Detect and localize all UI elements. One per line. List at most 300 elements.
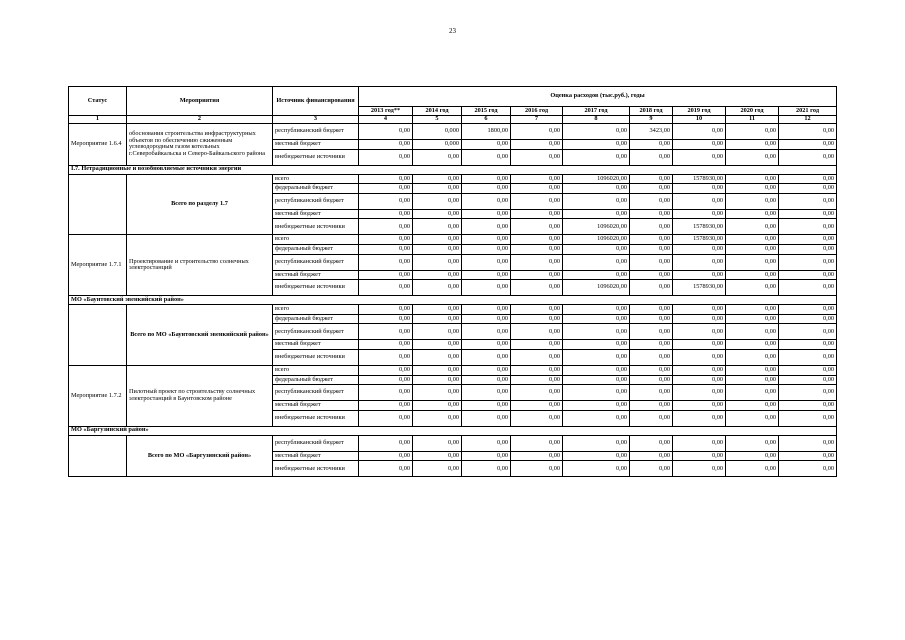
value-cell: 0,00	[511, 401, 563, 411]
value-cell: 0,00	[462, 140, 511, 150]
value-cell: 0,00	[726, 193, 779, 209]
value-cell: 0,00	[511, 340, 563, 350]
value-cell: 0,00	[779, 451, 837, 461]
value-cell: 0,00	[779, 410, 837, 426]
source-cell: федеральный бюджет	[273, 184, 359, 194]
value-cell: 0,00	[462, 314, 511, 324]
value-cell: 0,00	[413, 270, 462, 280]
value-cell: 0,00	[359, 375, 413, 385]
value-cell: 0,00	[630, 305, 673, 315]
value-cell: 0,00	[563, 349, 630, 365]
status-cell	[69, 435, 127, 477]
value-cell: 0,00	[563, 435, 630, 451]
value-cell: 0,00	[726, 435, 779, 451]
year-header: 2013 год**	[359, 107, 413, 116]
value-cell: 0,00	[413, 435, 462, 451]
value-cell: 0,00	[413, 244, 462, 254]
value-cell: 0,00	[359, 305, 413, 315]
value-cell: 1096020,00	[563, 235, 630, 245]
value-cell: 0,00	[779, 401, 837, 411]
value-cell: 1096020,00	[563, 174, 630, 184]
header-event: Мероприятия	[127, 87, 273, 116]
page-number: 23	[449, 27, 456, 35]
value-cell: 1578930,00	[673, 235, 726, 245]
status-cell: Мероприятие 1.7.2	[69, 365, 127, 426]
value-cell: 0,00	[779, 209, 837, 219]
value-cell: 0,00	[630, 451, 673, 461]
value-cell: 0,00	[726, 244, 779, 254]
value-cell: 0,00	[726, 365, 779, 375]
value-cell: 0,00	[511, 219, 563, 235]
value-cell: 0,00	[726, 270, 779, 280]
value-cell: 0,00	[462, 174, 511, 184]
value-cell: 0,00	[779, 219, 837, 235]
value-cell: 0,00	[726, 451, 779, 461]
value-cell: 0,00	[630, 324, 673, 340]
table-row	[69, 235, 837, 245]
source-cell: федеральный бюджет	[273, 314, 359, 324]
value-cell: 0,00	[511, 209, 563, 219]
source-cell: всего	[273, 305, 359, 315]
value-cell: 0,00	[413, 254, 462, 270]
value-cell: 0,00	[630, 401, 673, 411]
value-cell: 0,00	[359, 349, 413, 365]
value-cell: 0,00	[726, 209, 779, 219]
value-cell: 0,00	[462, 385, 511, 401]
value-cell: 0,000	[413, 140, 462, 150]
value-cell: 0,00	[726, 140, 779, 150]
year-header: 2020 год	[726, 107, 779, 116]
value-cell: 0,00	[462, 193, 511, 209]
value-cell: 0,00	[630, 375, 673, 385]
value-cell: 0,00	[462, 305, 511, 315]
value-cell: 0,00	[359, 140, 413, 150]
value-cell: 0,00	[563, 184, 630, 194]
value-cell: 0,00	[511, 244, 563, 254]
value-cell: 0,00	[563, 401, 630, 411]
source-cell: местный бюджет	[273, 140, 359, 150]
event-cell: Проектирование и строительство солнечных электростанций	[127, 235, 273, 296]
value-cell: 0,00	[359, 184, 413, 194]
value-cell: 0,00	[511, 193, 563, 209]
value-cell: 1578930,00	[673, 174, 726, 184]
value-cell: 0,00	[359, 124, 413, 140]
source-cell: республиканский бюджет	[273, 324, 359, 340]
header-status: Статус	[69, 87, 127, 116]
value-cell: 0,00	[462, 209, 511, 219]
value-cell: 0,00	[511, 305, 563, 315]
value-cell: 0,00	[462, 401, 511, 411]
value-cell: 0,00	[359, 324, 413, 340]
column-number: 12	[779, 116, 837, 124]
value-cell: 0,00	[630, 280, 673, 296]
value-cell: 0,00	[779, 149, 837, 165]
value-cell: 0,00	[779, 140, 837, 150]
value-cell: 0,00	[359, 410, 413, 426]
value-cell: 0,00	[673, 124, 726, 140]
value-cell: 0,00	[673, 340, 726, 350]
source-cell: местный бюджет	[273, 340, 359, 350]
column-number: 10	[673, 116, 726, 124]
source-cell: всего	[273, 235, 359, 245]
value-cell: 0,00	[673, 254, 726, 270]
value-cell: 0,00	[413, 174, 462, 184]
value-cell: 0,00	[511, 314, 563, 324]
value-cell: 0,00	[511, 140, 563, 150]
value-cell: 0,00	[511, 349, 563, 365]
value-cell: 0,00	[511, 280, 563, 296]
value-cell: 0,00	[726, 385, 779, 401]
value-cell: 0,00	[779, 270, 837, 280]
value-cell: 0,00	[462, 435, 511, 451]
year-header: 2017 год	[563, 107, 630, 116]
value-cell: 0,00	[673, 435, 726, 451]
value-cell: 0,00	[779, 193, 837, 209]
value-cell: 0,00	[726, 280, 779, 296]
value-cell: 0,00	[630, 340, 673, 350]
value-cell: 0,00	[413, 184, 462, 194]
value-cell: 0,00	[359, 270, 413, 280]
total-label: Всего по МО «Баргузинский район»	[127, 435, 273, 477]
event-cell: обоснования строительства инфраструктурных объектов по обеспечению сжиженным углеводородным газом котельных г.Северобайкальска и Северо-Байкальского района	[127, 124, 273, 166]
value-cell: 0,00	[359, 451, 413, 461]
source-cell: внебюджетные источники	[273, 149, 359, 165]
section-title: МО «Баунтовский эвенкийский район»	[69, 296, 837, 305]
value-cell: 0,00	[563, 385, 630, 401]
value-cell: 0,00	[359, 209, 413, 219]
value-cell: 0,00	[673, 461, 726, 477]
status-cell	[69, 174, 127, 235]
source-cell: местный бюджет	[273, 270, 359, 280]
value-cell: 0,00	[413, 401, 462, 411]
value-cell: 0,00	[779, 349, 837, 365]
value-cell: 0,00	[359, 280, 413, 296]
value-cell: 0,00	[630, 235, 673, 245]
column-number: 11	[726, 116, 779, 124]
column-number: 4	[359, 116, 413, 124]
table-row	[69, 435, 837, 451]
value-cell: 0,00	[359, 193, 413, 209]
value-cell: 0,00	[462, 219, 511, 235]
value-cell: 0,00	[673, 451, 726, 461]
column-number: 8	[563, 116, 630, 124]
value-cell: 0,00	[630, 365, 673, 375]
value-cell: 0,00	[726, 375, 779, 385]
value-cell: 0,00	[462, 461, 511, 477]
column-number: 6	[462, 116, 511, 124]
value-cell: 0,00	[630, 174, 673, 184]
value-cell: 0,00	[413, 193, 462, 209]
source-cell: республиканский бюджет	[273, 193, 359, 209]
status-cell: Мероприятие 1.7.1	[69, 235, 127, 296]
value-cell: 0,00	[511, 385, 563, 401]
value-cell: 0,00	[563, 324, 630, 340]
value-cell: 0,00	[359, 149, 413, 165]
value-cell: 0,00	[779, 254, 837, 270]
value-cell: 0,00	[462, 244, 511, 254]
value-cell: 0,00	[359, 340, 413, 350]
value-cell: 0,00	[630, 435, 673, 451]
value-cell: 0,00	[630, 209, 673, 219]
value-cell: 0,00	[511, 324, 563, 340]
status-cell: Мероприятие 1.6.4	[69, 124, 127, 166]
value-cell: 0,00	[673, 149, 726, 165]
value-cell: 0,00	[511, 124, 563, 140]
value-cell: 0,00	[563, 270, 630, 280]
source-cell: местный бюджет	[273, 451, 359, 461]
value-cell: 0,00	[630, 219, 673, 235]
value-cell: 0,00	[779, 235, 837, 245]
value-cell: 0,00	[359, 235, 413, 245]
value-cell: 0,00	[630, 244, 673, 254]
value-cell: 0,00	[726, 235, 779, 245]
source-cell: внебюджетные источники	[273, 461, 359, 477]
value-cell: 0,00	[779, 124, 837, 140]
column-number: 5	[413, 116, 462, 124]
value-cell: 1578930,00	[673, 219, 726, 235]
value-cell: 1096020,00	[563, 219, 630, 235]
value-cell: 0,00	[726, 254, 779, 270]
value-cell: 0,00	[779, 244, 837, 254]
value-cell: 0,00	[673, 314, 726, 324]
value-cell: 0,00	[779, 435, 837, 451]
section-row	[69, 165, 837, 174]
value-cell: 0,00	[462, 270, 511, 280]
value-cell: 0,00	[359, 254, 413, 270]
event-cell: Пилотный проект по строительству солнечных электростанций в Баунтовском районе	[127, 365, 273, 426]
source-cell: республиканский бюджет	[273, 385, 359, 401]
value-cell: 0,00	[726, 305, 779, 315]
value-cell: 0,00	[413, 324, 462, 340]
value-cell: 0,00	[462, 340, 511, 350]
value-cell: 0,00	[413, 280, 462, 296]
source-cell: внебюджетные источники	[273, 280, 359, 296]
value-cell: 0,00	[779, 280, 837, 296]
value-cell: 0,00	[462, 349, 511, 365]
value-cell: 0,00	[673, 209, 726, 219]
value-cell: 0,00	[673, 305, 726, 315]
value-cell: 0,00	[413, 314, 462, 324]
value-cell: 0,00	[511, 375, 563, 385]
value-cell: 0,00	[673, 385, 726, 401]
value-cell: 0,00	[673, 365, 726, 375]
value-cell: 0,00	[359, 461, 413, 477]
section-row	[69, 296, 837, 305]
value-cell: 0,00	[630, 193, 673, 209]
source-cell: внебюджетные источники	[273, 219, 359, 235]
year-header: 2016 год	[511, 107, 563, 116]
value-cell: 0,00	[673, 193, 726, 209]
value-cell: 0,00	[726, 174, 779, 184]
value-cell: 0,00	[563, 314, 630, 324]
value-cell: 0,00	[511, 174, 563, 184]
value-cell: 0,00	[563, 140, 630, 150]
value-cell: 0,00	[462, 149, 511, 165]
value-cell: 0,00	[462, 235, 511, 245]
value-cell: 0,00	[462, 375, 511, 385]
year-header: 2021 год	[779, 107, 837, 116]
value-cell: 0,00	[630, 349, 673, 365]
value-cell: 0,00	[462, 324, 511, 340]
value-cell: 0,00	[413, 365, 462, 375]
column-number: 2	[127, 116, 273, 124]
value-cell: 0,00	[413, 461, 462, 477]
value-cell: 0,00	[630, 149, 673, 165]
table-row	[69, 305, 837, 315]
value-cell: 0,00	[462, 410, 511, 426]
value-cell: 0,00	[726, 410, 779, 426]
value-cell: 0,00	[726, 461, 779, 477]
value-cell: 0,00	[726, 340, 779, 350]
value-cell: 0,00	[563, 461, 630, 477]
section-title: МО «Баргузинский район»	[69, 426, 837, 435]
value-cell: 0,00	[511, 149, 563, 165]
value-cell: 0,00	[359, 401, 413, 411]
section-title: I.7. Нетрадиционные и возобновляемые источники энергии	[69, 165, 837, 174]
column-number: 3	[273, 116, 359, 124]
table-row	[69, 365, 837, 375]
source-cell: местный бюджет	[273, 209, 359, 219]
value-cell: 0,00	[563, 305, 630, 315]
value-cell: 1578930,00	[673, 280, 726, 296]
value-cell: 0,00	[673, 244, 726, 254]
value-cell: 3423,00	[630, 124, 673, 140]
value-cell: 0,00	[413, 349, 462, 365]
value-cell: 0,00	[359, 244, 413, 254]
value-cell: 0,00	[779, 174, 837, 184]
value-cell: 0,00	[563, 193, 630, 209]
value-cell: 0,00	[462, 184, 511, 194]
source-cell: федеральный бюджет	[273, 375, 359, 385]
value-cell: 0,00	[359, 435, 413, 451]
source-cell: республиканский бюджет	[273, 254, 359, 270]
value-cell: 0,00	[511, 270, 563, 280]
column-number: 1	[69, 116, 127, 124]
value-cell: 0,00	[630, 385, 673, 401]
value-cell: 0,00	[511, 451, 563, 461]
value-cell: 0,00	[462, 365, 511, 375]
value-cell: 0,00	[413, 305, 462, 315]
value-cell: 0,00	[563, 451, 630, 461]
source-cell: всего	[273, 365, 359, 375]
value-cell: 0,00	[511, 365, 563, 375]
value-cell: 0,00	[462, 254, 511, 270]
table-row	[69, 124, 837, 140]
value-cell: 0,00	[359, 174, 413, 184]
value-cell: 0,00	[673, 375, 726, 385]
header-source: Источник финансирования	[273, 87, 359, 116]
source-cell: республиканский бюджет	[273, 124, 359, 140]
value-cell: 0,00	[563, 254, 630, 270]
total-label: Всего по МО «Баунтовский эвенкийский район»	[127, 305, 273, 366]
value-cell: 0,00	[779, 314, 837, 324]
value-cell: 0,00	[630, 314, 673, 324]
value-cell: 0,00	[563, 340, 630, 350]
value-cell: 0,00	[630, 410, 673, 426]
value-cell: 0,00	[779, 375, 837, 385]
value-cell: 1096020,00	[563, 280, 630, 296]
year-header: 2015 год	[462, 107, 511, 116]
column-number: 7	[511, 116, 563, 124]
source-cell: всего	[273, 174, 359, 184]
value-cell: 0,00	[563, 209, 630, 219]
source-cell: внебюджетные источники	[273, 349, 359, 365]
year-header: 2014 год	[413, 107, 462, 116]
header-estimate: Оценка расходов (тыс.руб.), годы	[359, 87, 837, 107]
value-cell: 0,00	[779, 340, 837, 350]
value-cell: 1800,00	[462, 124, 511, 140]
value-cell: 0,00	[359, 385, 413, 401]
value-cell: 0,00	[413, 375, 462, 385]
value-cell: 0,00	[726, 219, 779, 235]
value-cell: 0,00	[413, 451, 462, 461]
value-cell: 0,00	[511, 184, 563, 194]
value-cell: 0,00	[630, 461, 673, 477]
value-cell: 0,00	[462, 280, 511, 296]
value-cell: 0,00	[413, 410, 462, 426]
value-cell: 0,00	[779, 305, 837, 315]
value-cell: 0,00	[511, 435, 563, 451]
column-number: 9	[630, 116, 673, 124]
value-cell: 0,00	[359, 314, 413, 324]
value-cell: 0,00	[779, 365, 837, 375]
value-cell: 0,000	[413, 124, 462, 140]
value-cell: 0,00	[511, 461, 563, 477]
value-cell: 0,00	[511, 410, 563, 426]
section-row	[69, 426, 837, 435]
expenses-table	[68, 86, 837, 477]
value-cell: 0,00	[563, 244, 630, 254]
value-cell: 0,00	[673, 401, 726, 411]
value-cell: 0,00	[563, 375, 630, 385]
value-cell: 0,00	[511, 254, 563, 270]
value-cell: 0,00	[779, 385, 837, 401]
value-cell: 0,00	[511, 235, 563, 245]
value-cell: 0,00	[630, 140, 673, 150]
source-cell: местный бюджет	[273, 401, 359, 411]
value-cell: 0,00	[563, 149, 630, 165]
status-cell	[69, 305, 127, 366]
value-cell: 0,00	[779, 184, 837, 194]
value-cell: 0,00	[630, 270, 673, 280]
value-cell: 0,00	[726, 401, 779, 411]
value-cell: 0,00	[779, 461, 837, 477]
value-cell: 0,00	[673, 324, 726, 340]
value-cell: 0,00	[726, 349, 779, 365]
year-header: 2019 год	[673, 107, 726, 116]
value-cell: 0,00	[726, 124, 779, 140]
value-cell: 0,00	[413, 235, 462, 245]
value-cell: 0,00	[413, 340, 462, 350]
value-cell: 0,00	[563, 124, 630, 140]
value-cell: 0,00	[673, 349, 726, 365]
value-cell: 0,00	[673, 410, 726, 426]
value-cell: 0,00	[673, 270, 726, 280]
value-cell: 0,00	[413, 219, 462, 235]
value-cell: 0,00	[359, 219, 413, 235]
value-cell: 0,00	[630, 184, 673, 194]
value-cell: 0,00	[563, 365, 630, 375]
value-cell: 0,00	[726, 314, 779, 324]
value-cell: 0,00	[413, 385, 462, 401]
source-cell: республиканский бюджет	[273, 435, 359, 451]
value-cell: 0,00	[779, 324, 837, 340]
source-cell: федеральный бюджет	[273, 244, 359, 254]
value-cell: 0,00	[359, 365, 413, 375]
value-cell: 0,00	[673, 140, 726, 150]
value-cell: 0,00	[726, 184, 779, 194]
value-cell: 0,00	[630, 254, 673, 270]
